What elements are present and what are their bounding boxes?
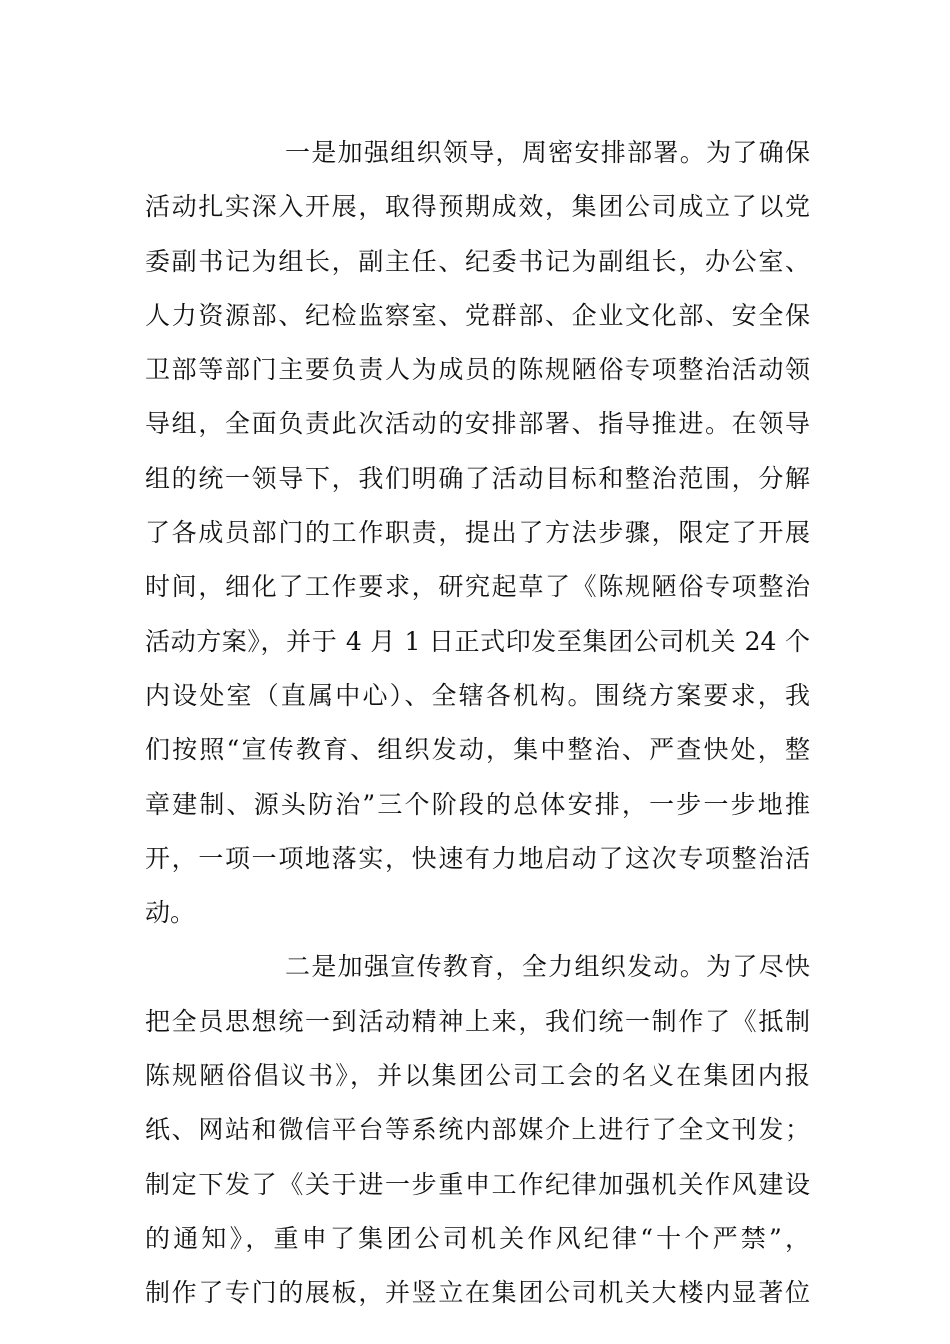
text-line: 陈规陋俗倡议书》，并以集团公司工会的名义在集团内报 — [145, 1061, 810, 1091]
text-line: 的通知》，重申了集团公司机关作风纪律“十个严禁”， — [145, 1223, 810, 1253]
text-line: 活动扎实深入开展，取得预期成效，集团公司成立了以党 — [145, 192, 810, 222]
paragraph-2 — [145, 940, 810, 1320]
paragraph-1 — [145, 126, 810, 940]
text-line: 卫部等部门主要负责人为成员的陈规陋俗专项整治活动领 — [145, 355, 810, 385]
text-line: 二是加强宣传教育，全力组织发动。为了尽快 — [285, 952, 810, 982]
text-line: 们按照“宣传教育、组织发动，集中整治、严查快处，整 — [145, 735, 810, 765]
text-line: 内设处室（直属中心）、全辖各机构。围绕方案要求，我 — [145, 680, 810, 710]
text-line: 制定下发了《关于进一步重申工作纪律加强机关作风建设 — [145, 1169, 810, 1199]
text-line: 时间，细化了工作要求，研究起草了《陈规陋俗专项整治 — [145, 572, 810, 602]
text-line: 把全员思想统一到活动精神上来，我们统一制作了《抵制 — [145, 1006, 810, 1036]
text-line: 组的统一领导下，我们明确了活动目标和整治范围，分解 — [145, 463, 810, 493]
text-line: 了各成员部门的工作职责，提出了方法步骤，限定了开展 — [145, 518, 810, 548]
document-body — [145, 126, 810, 1321]
text-line: 纸、网站和微信平台等系统内部媒介上进行了全文刊发； — [145, 1115, 810, 1145]
text-line: 一是加强组织领导，周密安排部署。为了确保 — [285, 138, 810, 167]
text-line: 制作了专门的展板，并竖立在集团公司机关大楼内显著位 — [145, 1278, 810, 1308]
text-line: 章建制、源头防治”三个阶段的总体安排，一步一步地推 — [145, 789, 810, 819]
text-line: 动。 — [145, 898, 196, 928]
text-line: 开，一项一项地落实，快速有力地启动了这次专项整治活 — [145, 843, 810, 873]
text-line: 委副书记为组长，副主任、纪委书记为副组长，办公室、 — [145, 246, 810, 276]
text-line: 导组，全面负责此次活动的安排部署、指导推进。在领导 — [145, 409, 810, 439]
text-line: 活动方案》，并于 4 月 1 日正式印发至集团公司机关 24 个 — [145, 626, 810, 656]
text-line: 人力资源部、纪检监察室、党群部、企业文化部、安全保 — [145, 300, 810, 330]
